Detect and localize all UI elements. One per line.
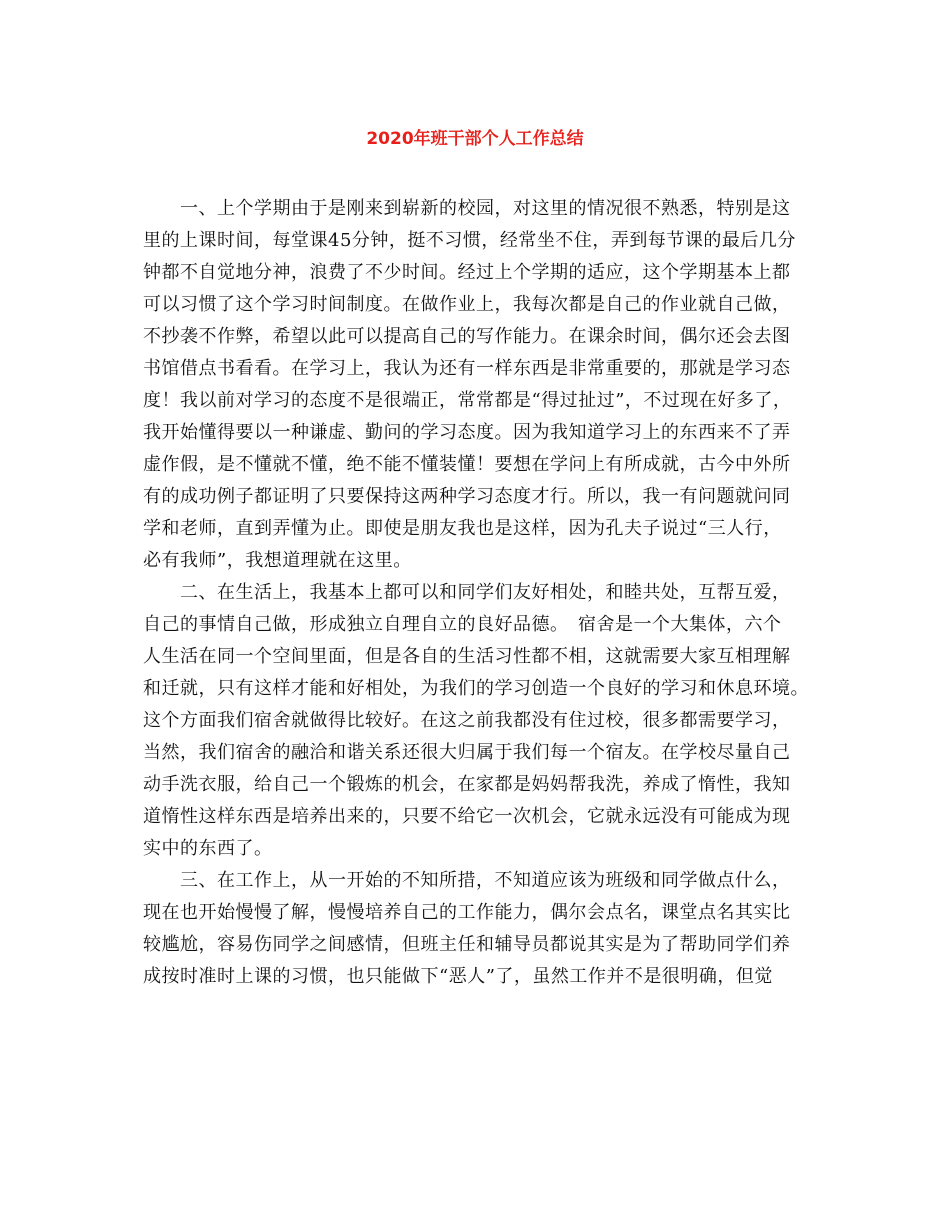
body-line: 有的成功例子都证明了只要保持这两种学习态度才行。所以，我一有问题就问同 <box>143 486 791 507</box>
body-line: 必有我师”，我想道理就在这里。 <box>143 550 412 571</box>
body-line: 和迁就，只有这样才能和好相处，为我们的学习创造一个良好的学习和休息环境。 <box>143 678 809 699</box>
document-title: 2020年班干部个人工作总结 <box>366 129 584 149</box>
document-body <box>143 193 823 993</box>
body-line: 钟都不自觉地分神，浪费了不少时间。经过上个学期的适应，这个学期基本上都 <box>143 262 791 283</box>
body-line: 人生活在同一个空间里面，但是各自的生活习性都不相，这就需要大家互相理解 <box>143 646 791 667</box>
body-line: 一、上个学期由于是刚来到崭新的校园，对这里的情况很不熟悉，特别是这 <box>143 198 791 219</box>
body-line: 三、在工作上，从一开始的不知所措，不知道应该为班级和同学做点什么， <box>143 870 791 891</box>
body-line: 学和老师，直到弄懂为止。即使是朋友我也是这样，因为孔夫子说过“三人行， <box>143 518 782 539</box>
body-line: 二、在生活上，我基本上都可以和同学们友好相处，和睦共处，互帮互爱， <box>143 582 791 603</box>
body-line: 可以习惯了这个学习时间制度。在做作业上，我每次都是自己的作业就自己做， <box>143 294 791 315</box>
body-line: 不抄袭不作弊，希望以此可以提高自己的写作能力。在课余时间，偶尔还会去图 <box>143 326 791 347</box>
body-line: 虚作假，是不懂就不懂，绝不能不懂装懂！要想在学问上有所成就，古今中外所 <box>143 454 791 475</box>
body-line: 当然，我们宿舍的融洽和谐关系还很大归属于我们每一个宿友。在学校尽量自己 <box>143 742 791 763</box>
body-line: 这个方面我们宿舍就做得比较好。在这之前我都没有住过校，很多都需要学习， <box>143 710 791 731</box>
body-line: 成按时准时上课的习惯，也只能做下“恶人”了，虽然工作并不是很明确，但觉 <box>143 966 773 987</box>
body-line: 里的上课时间，每堂课45分钟，挺不习惯，经常坐不住，弄到每节课的最后几分 <box>143 230 796 251</box>
body-line: 较尴尬，容易伤同学之间感情，但班主任和辅导员都说其实是为了帮助同学们养 <box>143 934 791 955</box>
body-line: 我开始懂得要以一种谦虚、勤问的学习态度。因为我知道学习上的东西来不了弄 <box>143 422 791 443</box>
body-line: 道惰性这样东西是培养出来的，只要不给它一次机会，它就永远没有可能成为现 <box>143 806 791 827</box>
body-line: 实中的东西了。 <box>143 838 273 859</box>
body-line: 度！我以前对学习的态度不是很端正，常常都是“得过扯过”，不过现在好多了， <box>143 390 792 411</box>
body-line: 自己的事情自己做，形成独立自理自立的良好品德。 宿舍是一个大集体，六个 <box>143 614 782 635</box>
body-line: 现在也开始慢慢了解，慢慢培养自己的工作能力，偶尔会点名，课堂点名其实比 <box>143 902 791 923</box>
body-line: 书馆借点书看看。在学习上，我认为还有一样东西是非常重要的，那就是学习态 <box>143 358 791 379</box>
body-line: 动手洗衣服，给自己一个锻炼的机会，在家都是妈妈帮我洗，养成了惰性，我知 <box>143 774 791 795</box>
